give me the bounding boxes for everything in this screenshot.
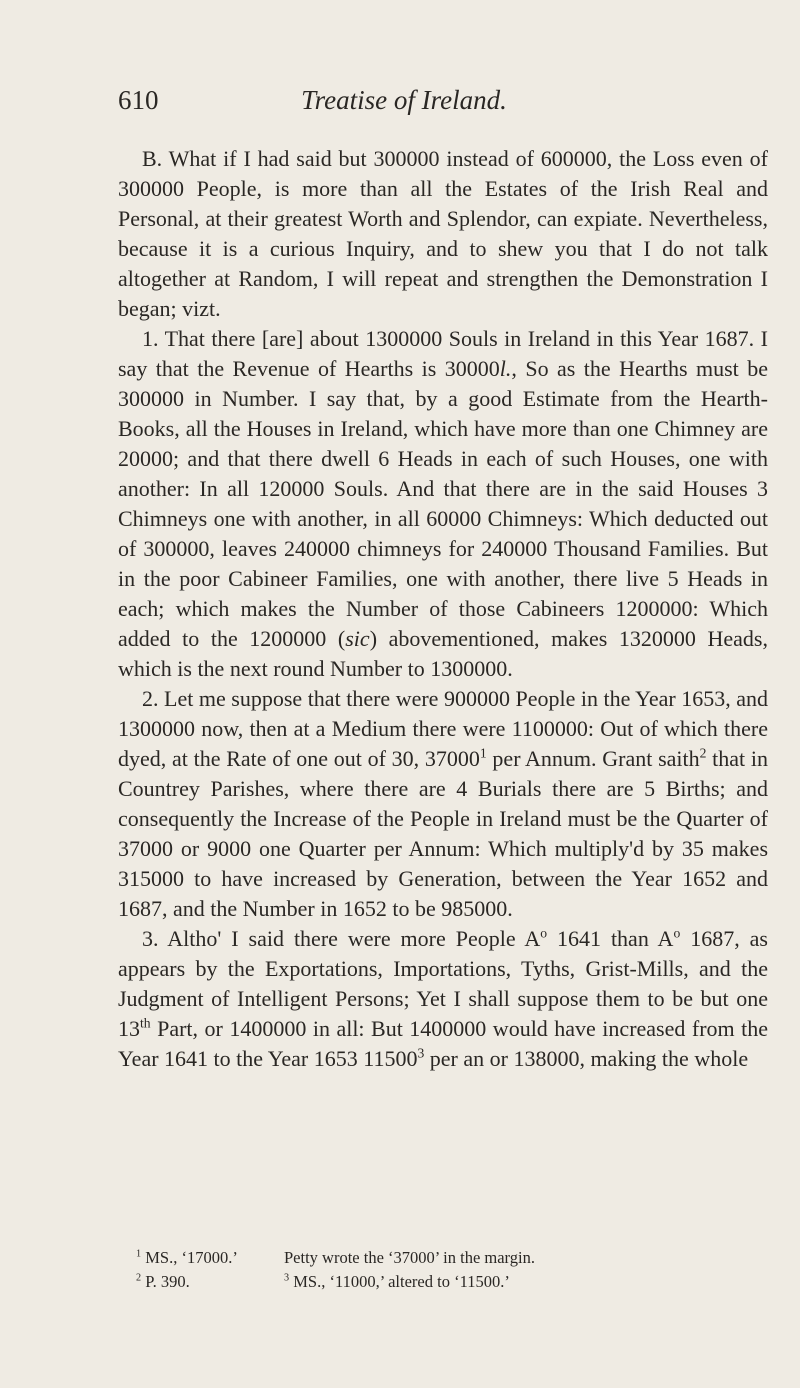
page-number: 610 — [118, 85, 159, 115]
paragraph-3: 3. Altho' I said there were more People $A^o$ 1641 than $A^o$ 1687, as appears by the Exportations, Importations, Tyths, Grist-Mills, and the Judgment of Intelligent Persons; Yet I shall suppose them to be but one 13th Part, or 1400000 in all: But 1400000 would have increased from the Year 1641 to the Year 1653 11500$^3$ per an or 138000, making the whole — [118, 925, 768, 1071]
paragraph-1: 1. That there [are] about 1300000 Souls in Ireland in this Year 1687. I say that the Revenue of Hearths is 30000l., So as the Hearths must be 300000 in Number. I say that, by a good Estimate from the Hearth-Books, all the Houses in Ireland, which have more than one Chimney are 20000; and that there dwell 6 Heads in each of such Houses, one with another: In all 120000 Souls. And that there are in the said Houses 3 Chimneys one with another, in all 60000 Chimneys: Which deducted out of 300000, leaves 240000 chimneys for 240000 Thousand Families. But in the poor Cabineer Families, one with another, there live 5 Heads in each; which makes the Number of those Cabineers 1200000: Which added to the 1200000 (sic) abovementioned, makes 1320000 Heads, which is the next round Number to 1300000. — [118, 326, 768, 681]
page-header — [118, 80, 690, 120]
footnote-ref-2: 2 — [699, 745, 707, 761]
body-text — [118, 144, 768, 1074]
footnote-1-note: Petty wrote the ‘37000’ in the margin. — [284, 1248, 535, 1267]
footnote-ref-3: 3 — [417, 1045, 425, 1061]
footnote-1: $^1$ MS., ‘17000.’ — [136, 1248, 238, 1267]
footnotes — [136, 1246, 756, 1294]
footnote-row-2 — [136, 1270, 756, 1294]
footnote-3: $^3$ MS., ‘11000,’ altered to ‘11500.’ — [284, 1272, 510, 1291]
paragraph-2: 2. Let me suppose that there were 900000 People in the Year 1653, and 1300000 now, then at a Medium there were 1100000: Out of which there dyed, at the Rate of one out of 30, 37000$^1$ per Annum. Grant saith$^2$ that in Countrey Parishes, where there are 4 Burials there are 5 Births; and consequently the Increase of the People in Ireland must be the Quarter of 37000 or 9000 one Quarter per Annum: Which multiply'd by 35 makes 315000 to have increased by Generation, between the Year 1652 and 1687, and the Number in 1652 to be 985000. — [118, 686, 768, 921]
footnote-2: $^2$ P. 390. — [136, 1272, 190, 1291]
footnote-row-1 — [136, 1246, 756, 1270]
footnote-ref-1: 1 — [479, 745, 487, 761]
running-title: Treatise of Ireland. — [301, 85, 507, 115]
paragraph-b: B. What if I had said but 300000 instead of 600000, the Loss even of 300000 People, is more than all the Estates of the Irish Real and Personal, at their greatest Worth and Splendor, can expiate. Nevertheless, because it is a curious Inquiry, and to shew you that I do not talk altogether at Random, I will repeat and strengthen the Demonstration I began; vizt. — [118, 146, 768, 321]
